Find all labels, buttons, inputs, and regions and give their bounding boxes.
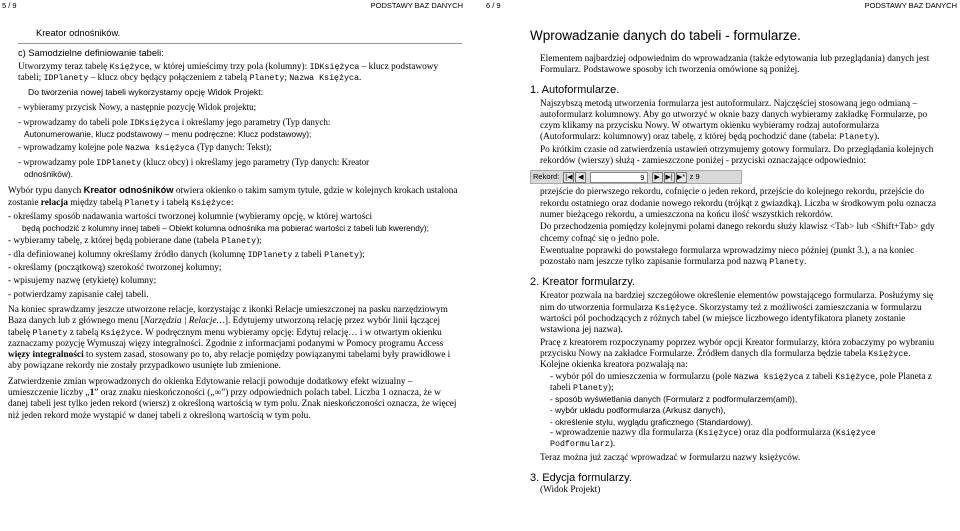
page-number: 6 / 9 [486, 1, 501, 10]
paragraph: Elementem najbardziej odpowiednim do wprowadzania (także edytowania lub przeglądania) danych jest Formularz. Podstawowe sposoby ich tworzenia omówione są poniżej. [540, 54, 930, 76]
record-total: z 9 [689, 172, 700, 182]
paragraph: Najszybszą metodą utworzenia formularza jest autoformularz. Najczęściej stosowaną jego odmianą – autoformularz kolumnowy. Aby go utworzyć w oknie bazy danych wybieramy zakładkę Formularze, po czym klikamy na przycisku Nowy. W otwartym okienku wybieramy rodzaj autoformularza (Autoformularz: kolumnowy) oraz tabelę, z której będą pochodzić dane (tabela: Planety). [540, 98, 928, 143]
list-item: - wprowadzamy kolejne pole Nazwa księżyca (Typ danych: Tekst); [18, 142, 272, 154]
new-record-icon[interactable]: ▶* [676, 173, 686, 181]
paragraph: Teraz można już zacząć wprowadzać w formularzu nazwy księżyców. [540, 452, 801, 463]
last-record-icon[interactable]: ▶| [665, 173, 673, 181]
paragraph: przejście do pierwszego rekordu, cofnięcie o jeden rekord, przejście do kolejnego rekordu, przejście do rekordu ostatniego oraz dodanie nowego rekordu (trójkąt z gwiazdką). Liczba w środkowym polu oznacza numer bieżącego rekordu, a umieszczona na końcu ilość wszystkich rekordów. [540, 187, 937, 220]
list-item: - sposób wyświetlania danych (Formularz z podformularzem(ami)), [550, 394, 798, 405]
list-item: - określamy (początkową) szerokość tworzonej kolumny; [8, 263, 222, 274]
record-number-field[interactable]: 9 [590, 172, 648, 183]
list-item: - wpisujemy nazwę (etykietę) kolumny; [8, 276, 157, 287]
paragraph: Pracę z kreatorem rozpoczynamy poprzez wybór opcji Kreator formularzy, która zobaczymy po wybraniu przycisku Nowy na zakładce Formularze. Źródłem danych dla formularza będzie tabela Księżyce. Kolejne okienka kreatora pozwalają na: [540, 337, 935, 371]
page-6 [480, 0, 960, 531]
paragraph: Do tworzenia nowej tabeli wykorzystamy opcję Widok Projekt: [28, 87, 263, 98]
list-item: Autonumerowanie, klucz podstawowy – menu podręczne: Klucz podstawowy); [24, 129, 312, 140]
record-navigator [530, 170, 742, 184]
header-title: PODSTAWY BAZ DANYCH [370, 1, 463, 10]
paragraph: Na koniec sprawdzamy jeszcze utworzone relacje, korzystając z ikonki Relacje umieszczonej na pasku narzędziowym Baza danych lub z głównego menu [Narzędzia | Relacje…]. Edytujemy utworzoną relację przez wybór linii łączącej tabelę Planety z tabelą Księżyce. W podręcznym menu wybieramy opcję: Edytuj relację… i w otwartym okienku zaznaczamy pozycję Wymuszaj więzy integralności. Zgodnie z informacjami podanymi w Pomocy programu Access więzy integralności to system zasad, stosowany po to, aby relacje pomiędzy powiązanymi tabelami były prawidłowe i aby powiązane rekordy nie zostały przypadkowo usunięte lub zmienione. [8, 304, 451, 372]
list-item: - wybór układu podformularza (Arkusz danych), [550, 405, 726, 416]
section-heading: 3. Edycja formularzy. [530, 471, 632, 484]
heading: Wprowadzanie danych do tabeli - formularze. [530, 28, 801, 43]
list-item: odnośników). [24, 168, 73, 179]
list-item: - określenie stylu, wyglądu graficznego (Standardowy). [550, 416, 753, 427]
page-number: 5 / 9 [2, 1, 17, 10]
previous-record-icon[interactable]: ◀ [575, 172, 586, 183]
list-item: - wybór pól do umieszczenia w formularzu (pole Nazwa księżyca z tabeli Księżyce, pole Planeta z tabeli Planety); [550, 371, 932, 393]
paragraph: Zatwierdzenie zmian wprowadzonych do okienka Edytowanie relacji powoduje dodatkowy efekt wizualny – umieszczenie liczby „1” oraz znaku nieskończoności („∞”) przy odpowiednich polach tabel. Liczba 1 oznacza, że w danej tabeli jest tylko jeden rekord (wiersz) z określoną wartością w tym polu. Znak nieskończoności oznacza, że więcej niż jeden rekord może wystąpić w danej tabeli z określoną wartością w tym polu. [8, 376, 457, 421]
list-item: - wybieramy tabelę, z której będą pobierane dane (tabela Planety); [8, 236, 262, 247]
list-item: - potwierdzamy zapisanie całej tabeli. [8, 289, 149, 300]
paragraph: Utworzymy teraz tabelę Księżyce, w której umieścimy trzy pola (kolumny): IDKsiężyca – klucz podstawowy tabeli; IDPlanety – klucz obcy będący połączeniem z tabelą Planety; Nazwa Księżyca. [18, 61, 439, 83]
section-heading: 1. Autoformularze. [530, 83, 620, 96]
list-item: - określamy sposób nadawania wartości tworzonej kolumnie (wybieramy opcję, w której wartości [8, 211, 373, 222]
line-top: Kreator odnośników. [36, 28, 121, 38]
paragraph: Do przechodzenia pomiędzy kolejnymi polami danego rekordu służy klawisz <Tab> lub <Shift+Tab> gdy chcemy cofnąć się o jedno pole. [540, 222, 935, 244]
paragraph: Ewentualne poprawki do powstałego formularza wprowadzimy nieco później (punkt 3.), a na koniec pozostało nam jeszcze tylko zapisanie formularza pod nazwą Planety. [540, 245, 915, 268]
paragraph: Wybór typu danych Kreator odnośników otwiera okienko o takim samym tytule, gdzie w kolejnych krokach ustalona zostanie relacja między tabelą Planety i tabelą Księżyce: [8, 185, 458, 208]
list-item: - dla definiowanej kolumny określamy źródło danych (kolumnę IDPlanety z tabeli Planety); [8, 249, 365, 260]
right-body [530, 28, 938, 496]
record-label: Rekord: [533, 172, 560, 182]
list-item: będą pochodzić z kolumny innej tabeli – Obiekt kolumna odnośnika ma pobierać wartości z tabeli lub kwerendy); [22, 224, 429, 234]
section-heading: 2. Kreator formularzy. [530, 276, 635, 289]
paragraph: Po krótkim czasie od zatwierdzenia ustawień otrzymujemy gotowy formularz. Do przeglądania kolejnych rekordów (wierszy) służą - zamieszczone poniżej - przyciski oznaczające odpowiednio: [540, 144, 934, 167]
header-title: PODSTAWY BAZ DANYCH [864, 1, 957, 10]
list-item: - wybieramy przycisk Nowy, a następnie pozycję Widok projektu; [18, 102, 257, 113]
paragraph: Kreator pozwala na bardziej szczegółowe określenie elementów powstającego formularza. Posłużymy się nim do utworzenia formularza Księżyce. Skorzystamy też z możliwości zamieszczania w formularzu wartości pól pochodzących z różnych tabel (w miejsce liczbowego identyfikatora planety zostanie wstawiona jej nazwa). [540, 291, 934, 336]
list-item: - wprowadzenie nazwy dla formularza (Księżyce) oraz dla podformularza (Księżyce Podformularz). [550, 428, 876, 450]
next-record-icon[interactable]: ▶ [652, 172, 663, 183]
first-record-icon[interactable]: |◀ [565, 173, 573, 181]
section-c: c) Samodzielne definiowanie tabeli: [18, 48, 164, 59]
list-item: - wprowadzamy pole IDPlanety (klucz obcy) i określamy jego parametry (Typ danych: Kreator [18, 156, 370, 168]
paragraph: (Widok Projekt) [540, 484, 601, 495]
list-item: - wprowadzamy do tabeli pole IDKsiężyca i określamy jego parametry (Typ danych: [18, 116, 331, 128]
left-body [8, 28, 462, 422]
